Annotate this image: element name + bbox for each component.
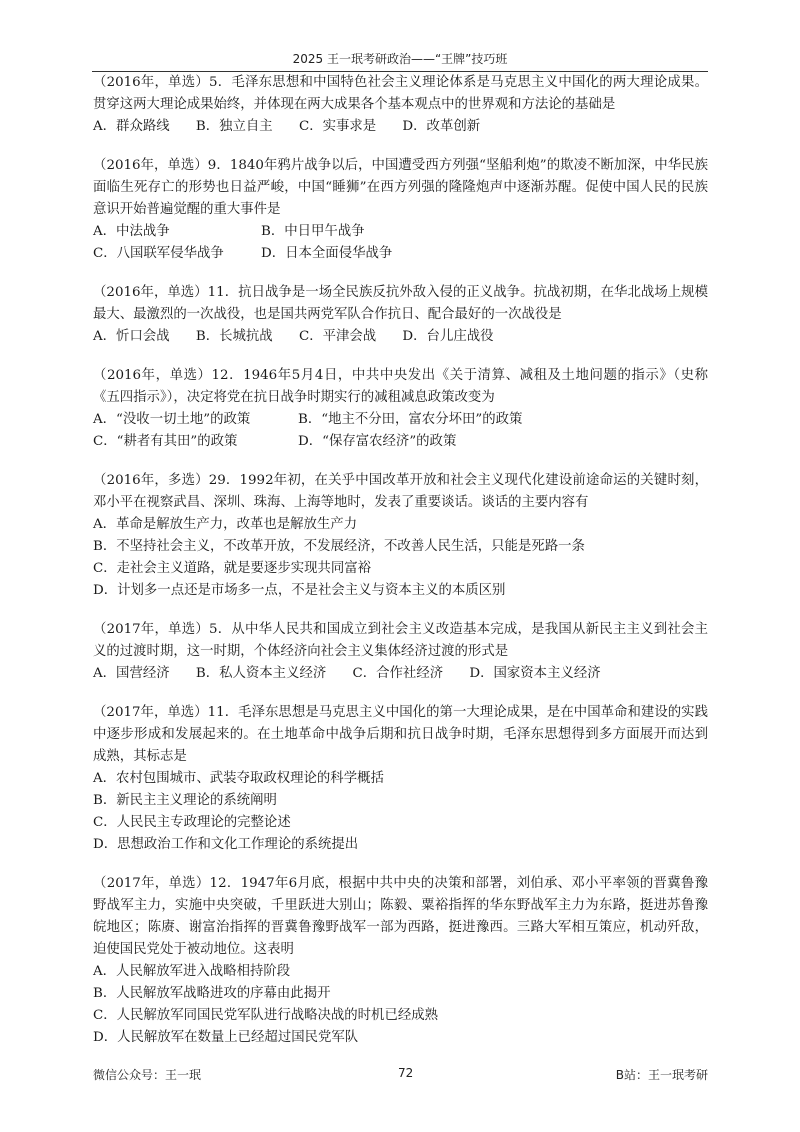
page-number: 72 xyxy=(398,1066,414,1080)
question-stem: （2016年，多选）29．1992年初，在关乎中国改革开放和社会主义现代化建设前途命运的关键时刻，邓小平在视察武昌、深圳、珠海、上海等地时，发表了重要谈话。谈话的主要内容有 xyxy=(93,473,708,510)
option-b: B．独立自主 xyxy=(195,119,273,134)
options-grid xyxy=(93,221,708,265)
question-stem: （2017年，单选）5．从中华人民共和国成立到社会主义改造基本完成，是我国从新民主主义到社会主义的过渡时期，这一时期，个体经济向社会主义集体经济过渡的形式是 xyxy=(93,622,708,659)
question-2017-5 xyxy=(93,619,708,685)
question-2016-5 xyxy=(93,72,708,138)
option-d: D．思想政治工作和文化工作理论的系统提出 xyxy=(93,837,359,852)
option-b: B．不坚持社会主义，不改革开放，不发展经济，不改善人民生活，只能是死路一条 xyxy=(93,539,585,554)
option-d: D．计划多一点还是市场多一点，不是社会主义与资本主义的本质区别 xyxy=(93,583,506,598)
footer-wechat: 微信公众号：王一珉 xyxy=(93,1068,202,1082)
option-a: A．人民解放军进入战略相持阶段 xyxy=(93,964,291,979)
question-stem: （2017年，单选）12．1947年6月底，根据中共中央的决策和部署，刘伯承、邓小平率领的晋冀鲁豫野战军主力，实施中央突破，千里跃进大别山；陈毅、粟裕指挥的华东野战军主力为东路，挺进苏鲁豫皖地区；陈赓、谢富治指挥的晋冀鲁豫野战军一部为西路，挺进豫西。三路大军相互策应，机动歼敌，迫使国民党处于被动地位。这表明 xyxy=(93,876,708,957)
option-b: B．中日甲午战争 xyxy=(261,224,365,239)
option-a: A．国营经济 xyxy=(93,666,170,681)
option-b: B．人民解放军战略进攻的序幕由此揭开 xyxy=(93,986,331,1001)
question-list xyxy=(93,72,708,1066)
option-a: A．农村包围城市、武装夺取政权理论的科学概括 xyxy=(93,771,384,786)
question-2016-29 xyxy=(93,470,708,602)
question-stem: （2016年，单选）11．抗日战争是一场全民族反抗外敌入侵的正义战争。抗战初期，在华北战场上规模最大、最激烈的一次战役，也是国共两党军队合作抗日、配合最好的一次战役是 xyxy=(93,285,708,322)
question-2016-11 xyxy=(93,282,708,348)
option-b: B．“地主不分田，富农分坏田”的政策 xyxy=(298,412,523,427)
question-2016-9 xyxy=(93,155,708,265)
option-d: D．国家资本主义经济 xyxy=(469,666,601,681)
question-stem: （2017年，单选）11．毛泽东思想是马克思主义中国化的第一大理论成果，是在中国革命和建设的实践中逐步形成和发展起来的。在土地革命中战争后期和抗日战争时期，毛泽东思想得到多方面展开而达到成熟，其标志是 xyxy=(93,705,708,764)
option-d: D．“保存富农经济”的政策 xyxy=(298,434,457,449)
option-c: C．“耕者有其田”的政策 xyxy=(93,434,238,449)
option-b: B．新民主主义理论的系统阐明 xyxy=(93,793,277,808)
option-a: A．中法战争 xyxy=(93,224,170,239)
option-a: A．忻口会战 xyxy=(93,329,170,344)
option-a: A．群众路线 xyxy=(93,119,170,134)
option-d: D．改革创新 xyxy=(402,119,481,134)
option-a: A．“没收一切土地”的政策 xyxy=(93,412,251,427)
options-row xyxy=(93,663,708,685)
option-d: D．台儿庄战役 xyxy=(402,329,494,344)
option-c: C．人民解放军同国民党军队进行战略决战的时机已经成熟 xyxy=(93,1008,439,1023)
option-d: D．日本全面侵华战争 xyxy=(261,246,393,261)
option-c: C．八国联军侵华战争 xyxy=(93,246,224,261)
question-2017-11 xyxy=(93,702,708,856)
footer-bilibili: B站：王一珉考研 xyxy=(615,1068,708,1082)
question-2016-12 xyxy=(93,365,708,453)
page-header: 2025 王一珉考研政治——“王牌”技巧班 xyxy=(92,50,708,72)
option-d: D．人民解放军在数量上已经超过国民党军队 xyxy=(93,1030,359,1045)
question-2017-12 xyxy=(93,873,708,1049)
option-c: C．走社会主义道路，就是要逐步实现共同富裕 xyxy=(93,561,372,576)
option-b: B．私人资本主义经济 xyxy=(195,666,327,681)
option-c: C．人民民主专政理论的完整论述 xyxy=(93,815,291,830)
options-row xyxy=(93,116,708,138)
options-row xyxy=(93,326,708,348)
option-c: C．平津会战 xyxy=(298,329,377,344)
question-stem: （2016年，单选）12．1946年5月4日，中共中央发出《关于清算、减租及土地问题的指示》（史称《五四指示》），决定将党在抗日战争时期实行的减租减息政策改变为 xyxy=(93,368,708,405)
option-c: C．合作社经济 xyxy=(352,666,444,681)
option-b: B．长城抗战 xyxy=(195,329,273,344)
option-a: A．革命是解放生产力，改革也是解放生产力 xyxy=(93,517,358,532)
option-c: C．实事求是 xyxy=(298,119,377,134)
question-stem: （2016年，单选）5．毛泽东思想和中国特色社会主义理论体系是马克思主义中国化的两大理论成果。贯穿这两大理论成果始终，并体现在两大成果各个基本观点中的世界观和方法论的基础是 xyxy=(93,75,708,112)
question-stem: （2016年，单选）9．1840年鸦片战争以后，中国遭受西方列强“坚船利炮”的欺凌不断加深，中华民族面临生死存亡的形势也日益严峻，中国“睡狮”在西方列强的隆隆炮声中逐渐苏醒。促使中国人民的民族意识开始普遍觉醒的重大事件是 xyxy=(93,158,708,217)
options-grid xyxy=(93,409,708,453)
